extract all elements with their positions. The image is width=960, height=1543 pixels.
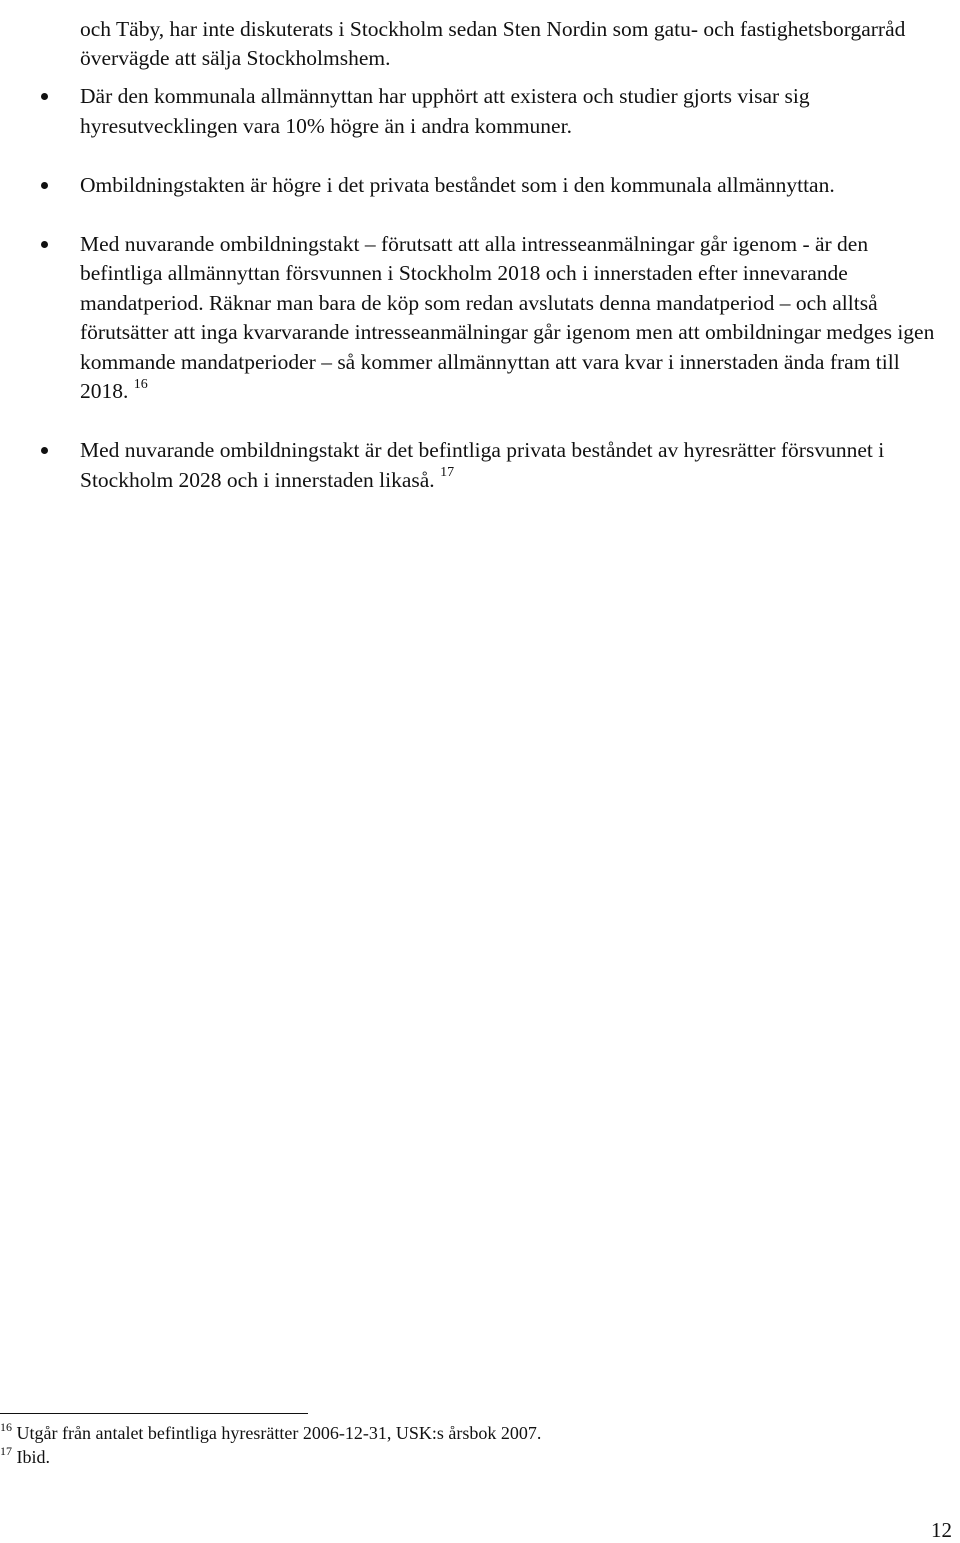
bullet-item: [0, 230, 950, 407]
footnote-text: Utgår från antalet befintliga hyresrätter 2006-12-31, USK:s årsbok 2007.: [16, 1423, 542, 1443]
footnote-number: 16: [0, 1420, 12, 1434]
bullet-icon: [41, 182, 48, 189]
bullet-item: [0, 436, 950, 495]
bullet-icon: [41, 93, 48, 100]
bullet-item: [0, 171, 950, 201]
footnote: [0, 1445, 900, 1469]
footnote-reference[interactable]: 17: [440, 465, 455, 481]
bullet-item: [0, 82, 950, 141]
bullet-icon: [41, 241, 48, 248]
bullet-text: Med nuvarande ombildningstakt är det befintliga privata beståndet av hyresrätter försvunnet i Stockholm 2028 och i innerstaden likaså.: [80, 438, 885, 492]
footnotes: [0, 1421, 900, 1469]
bullet-text: Där den kommunala allmännyttan har upphört att existera och studier gjorts visar sig hyresutvecklingen vara 10% högre än i andra kommuner.: [80, 84, 810, 138]
footnote-text: Ibid.: [16, 1447, 50, 1467]
bullet-list: [0, 82, 950, 525]
bullet-icon: [41, 447, 48, 454]
footnote: [0, 1421, 900, 1445]
bullet-text: Med nuvarande ombildningstakt – förutsatt att alla intresseanmälningar går igenom - är den befintliga allmännyttan försvunnen i Stockholm 2018 och i innerstaden efter innevarande mandatperiod. Räknar man bara de köp som redan avslutats denna mandatperiod – och alltså förutsätter att inga kvarvarande intresseanmälningar går igenom men att ombildningar medges igen kommande mandatperioder – så kommer allmännyttan att vara kvar i innerstaden ända fram till 2018.: [80, 231, 935, 403]
continuation-paragraph: och Täby, har inte diskuterats i Stockholm sedan Sten Nordin som gatu- och fastighetsborgarråd övervägde att sälja Stockholmshem.: [80, 16, 906, 70]
bullet-text: Ombildningstakten är högre i det privata beståndet som i den kommunala allmännyttan.: [80, 172, 835, 197]
footnote-number: 17: [0, 1444, 12, 1458]
page-number: 12: [931, 1518, 952, 1542]
footnote-separator: [0, 1413, 308, 1414]
footnote-reference[interactable]: 16: [133, 376, 148, 392]
